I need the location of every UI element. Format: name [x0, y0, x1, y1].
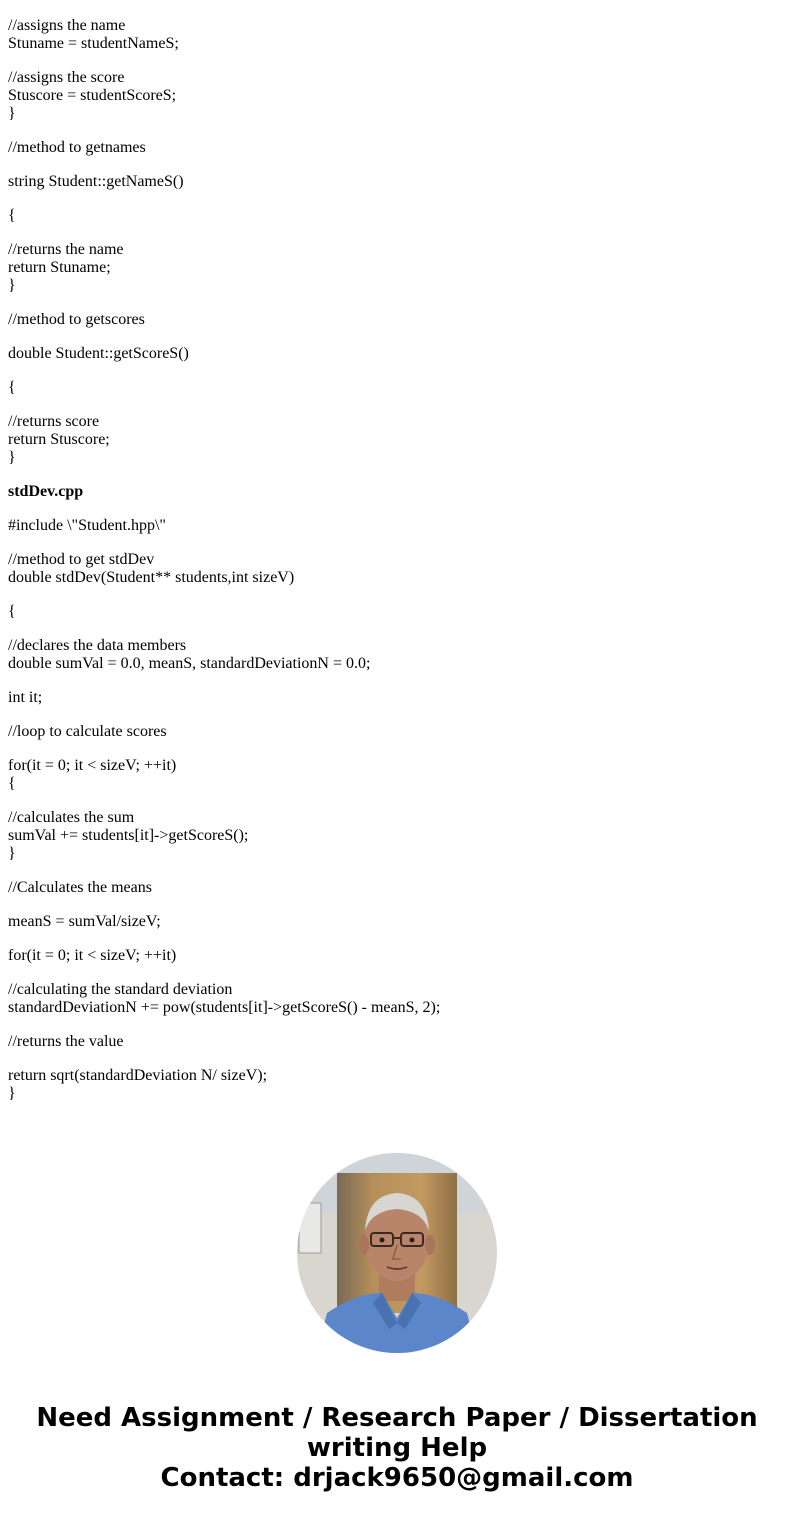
- code-line: //returns score: [8, 413, 100, 430]
- code-line: }: [8, 449, 16, 466]
- code-paragraph: [8, 981, 778, 1017]
- code-line: //calculates the sum: [8, 809, 135, 826]
- code-line: Stuname = studentNameS;: [8, 35, 179, 52]
- code-line: string Student::getNameS(): [8, 173, 184, 190]
- code-paragraph: [8, 379, 778, 397]
- code-paragraph: [8, 413, 778, 467]
- code-paragraph: [8, 1067, 778, 1103]
- contact-banner: [0, 1403, 794, 1493]
- code-line: }: [8, 105, 16, 122]
- contact-email: Contact: drjack9650@gmail.com: [160, 1463, 634, 1493]
- code-paragraph: [8, 723, 778, 741]
- code-paragraph: [8, 551, 778, 587]
- code-line: for(it = 0; it < sizeV; ++it): [8, 757, 177, 774]
- avatar: [297, 1153, 497, 1353]
- code-line: {: [8, 207, 16, 224]
- code-paragraph: [8, 517, 778, 535]
- code-paragraph: [8, 0, 778, 1]
- code-line: //calculating the standard deviation: [8, 981, 233, 998]
- code-line: standardDeviationN += pow(students[it]->getScoreS() - meanS, 2);: [8, 999, 441, 1016]
- code-line: return Stuscore;: [8, 431, 110, 448]
- contact-line-1: Need Assignment / Research Paper / Dissertation: [36, 1403, 758, 1433]
- code-paragraph: [8, 637, 778, 673]
- code-line: }: [8, 845, 16, 862]
- code-paragraph: [8, 689, 778, 707]
- code-paragraph: [8, 879, 778, 897]
- code-paragraph: [8, 603, 778, 621]
- code-paragraph: [8, 311, 778, 329]
- code-line: return sqrt(standardDeviation N/ sizeV);: [8, 1067, 268, 1084]
- file-heading: [8, 483, 778, 501]
- code-line: for(it = 0; it < sizeV; ++it): [8, 947, 177, 964]
- code-paragraph: [8, 241, 778, 295]
- code-line: //assigns the score: [8, 69, 125, 86]
- code-paragraph: [8, 947, 778, 965]
- code-paragraph: [8, 345, 778, 363]
- code-line: sumVal += students[it]->getScoreS();: [8, 827, 249, 844]
- code-line: {: [8, 775, 16, 792]
- code-line: }: [8, 1085, 16, 1102]
- code-paragraph: [8, 913, 778, 931]
- contact-line-2: writing Help: [306, 1433, 488, 1463]
- code-line: return Stuname;: [8, 259, 111, 276]
- code-line: //Calculates the means: [8, 879, 152, 896]
- code-paragraph: [8, 173, 778, 191]
- person-portrait-icon: [297, 1153, 497, 1353]
- code-paragraph: [8, 809, 778, 863]
- code-listing: [8, 0, 778, 1119]
- code-line: Stuscore = studentScoreS;: [8, 87, 177, 104]
- code-line: meanS = sumVal/sizeV;: [8, 913, 161, 930]
- code-line: {: [8, 379, 16, 396]
- code-line: stdDev.cpp: [8, 483, 84, 500]
- code-paragraph: [8, 1033, 778, 1051]
- code-line: double sumVal = 0.0, meanS, standardDeviationN = 0.0;: [8, 655, 371, 672]
- code-line: //method to getnames: [8, 139, 146, 156]
- code-paragraph: [8, 207, 778, 225]
- code-line: double stdDev(Student** students,int sizeV): [8, 569, 295, 586]
- code-line: //returns the name: [8, 241, 124, 258]
- code-paragraph: [8, 69, 778, 123]
- code-paragraph: [8, 17, 778, 53]
- code-paragraph: [8, 139, 778, 157]
- code-paragraph: [8, 757, 778, 793]
- code-line: double Student::getScoreS(): [8, 345, 189, 362]
- code-line: //method to getscores: [8, 311, 145, 328]
- code-line: //returns the value: [8, 1033, 124, 1050]
- code-line: //declares the data members: [8, 637, 187, 654]
- code-line: [8, 0, 778, 1]
- code-line: //loop to calculate scores: [8, 723, 167, 740]
- code-line: {: [8, 603, 16, 620]
- code-line: #include \"Student.hpp\": [8, 517, 166, 534]
- code-line: int it;: [8, 689, 43, 706]
- code-line: //assigns the name: [8, 17, 126, 34]
- code-line: //method to get stdDev: [8, 551, 155, 568]
- code-line: }: [8, 277, 16, 294]
